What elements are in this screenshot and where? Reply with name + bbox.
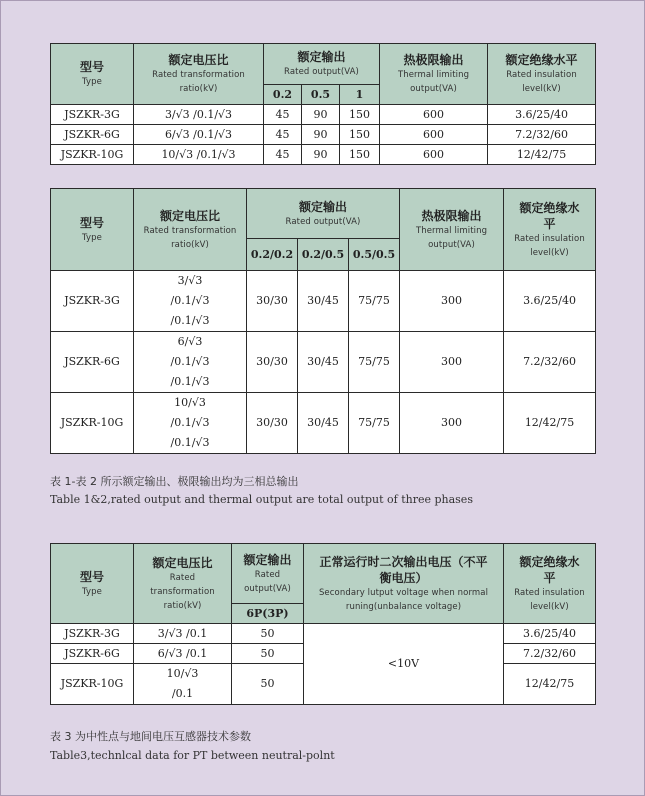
cell-ratio: 10/√3 /0.1/√3 /0.1/√3 <box>134 393 247 454</box>
cell-output: 150 <box>340 105 380 125</box>
header-insulation: 额定绝缘水 平 Rated insulation level(kV) <box>504 544 596 624</box>
cell-output: 30/45 <box>298 271 349 332</box>
caption-1-zh: 表 1-表 2 所示额定输出、极限输出均为三相总输出 <box>50 475 299 488</box>
cell-output: 90 <box>302 145 340 165</box>
cell-type: JSZKR-10G <box>51 664 134 705</box>
header-thermal: 热极限输出 Thermal limiting output(VA) <box>400 189 504 271</box>
header-ratio: 额定电压比 Rated transformation ratio(kV) <box>134 544 232 624</box>
cell-type: JSZKR-3G <box>51 105 134 125</box>
cell-thermal: 300 <box>400 271 504 332</box>
cell-output: 90 <box>302 125 340 145</box>
cell-type: JSZKR-6G <box>51 332 134 393</box>
caption-1-en: Table 1&2,rated output and thermal output are total output of three phases <box>50 493 473 506</box>
table-1 <box>50 43 596 165</box>
header-secondary-voltage: 正常运行时二次输出电压（不平 衡电压） Secondary lutput voltage when normal runing(unbalance voltage) <box>304 544 504 624</box>
cell-thermal: 600 <box>380 125 488 145</box>
cell-insulation: 7.2/32/60 <box>504 644 596 664</box>
cell-thermal: 300 <box>400 393 504 454</box>
cell-insulation: 12/42/75 <box>504 393 596 454</box>
header-ratio: 额定电压比 Rated transformation ratio(kV) <box>134 189 247 271</box>
cell-output: 45 <box>264 105 302 125</box>
cell-output: 50 <box>232 664 304 705</box>
cell-output: 150 <box>340 145 380 165</box>
header-output: 额定输出 Rated output(VA) <box>264 44 380 85</box>
table-row <box>51 125 596 145</box>
cell-output: 75/75 <box>349 393 400 454</box>
table-row <box>51 624 596 644</box>
table-2 <box>50 188 596 454</box>
caption-2-zh: 表 3 为中性点与地间电压互感器技术参数 <box>50 730 251 743</box>
cell-ratio: 6/√3 /0.1 <box>134 644 232 664</box>
cell-type: JSZKR-6G <box>51 125 134 145</box>
cell-output: 30/45 <box>298 332 349 393</box>
cell-output: 150 <box>340 125 380 145</box>
cell-thermal: 300 <box>400 332 504 393</box>
class-0.2: 0.2 <box>264 85 302 105</box>
cell-insulation: 7.2/32/60 <box>504 332 596 393</box>
cell-insulation: 3.6/25/40 <box>504 624 596 644</box>
cell-thermal: 600 <box>380 105 488 125</box>
cell-type: JSZKR-3G <box>51 271 134 332</box>
cell-output: 30/30 <box>247 393 298 454</box>
cell-insulation: 7.2/32/60 <box>488 125 596 145</box>
cell-insulation: 12/42/75 <box>504 664 596 705</box>
header-ratio: 额定电压比 Rated transformation ratio(kV) <box>134 44 264 105</box>
header-type: 型号 Type <box>51 544 134 624</box>
header-insulation: 额定绝缘水 平 Rated insulation level(kV) <box>504 189 596 271</box>
header-type: 型号 Type <box>51 44 134 105</box>
cell-ratio: 10/√3 /0.1/√3 <box>134 145 264 165</box>
header-insulation: 额定绝缘水平 Rated insulation level(kV) <box>488 44 596 105</box>
table-row <box>51 271 596 332</box>
cell-type: JSZKR-3G <box>51 624 134 644</box>
cell-output: 30/30 <box>247 271 298 332</box>
table-row <box>51 332 596 393</box>
cell-ratio: 3/√3 /0.1/√3 /0.1/√3 <box>134 271 247 332</box>
class-0.5: 0.5 <box>302 85 340 105</box>
class-0.2-0.5: 0.2/0.5 <box>298 239 349 271</box>
cell-ratio: 6/√3 /0.1/√3 /0.1/√3 <box>134 332 247 393</box>
cell-thermal: 600 <box>380 145 488 165</box>
cell-ratio: 3/√3 /0.1 <box>134 624 232 644</box>
table-row <box>51 145 596 165</box>
cell-output: 75/75 <box>349 332 400 393</box>
class-6p-3p: 6P(3P) <box>232 604 304 624</box>
header-type: 型号 Type <box>51 189 134 271</box>
cell-output: 50 <box>232 624 304 644</box>
cell-type: JSZKR-10G <box>51 145 134 165</box>
cell-type: JSZKR-10G <box>51 393 134 454</box>
cell-ratio: 3/√3 /0.1/√3 <box>134 105 264 125</box>
caption-2-en: Table3,technlcal data for PT between neutral-polnt <box>50 749 335 762</box>
cell-insulation: 3.6/25/40 <box>488 105 596 125</box>
cell-ratio: 10/√3 /0.1 <box>134 664 232 705</box>
cell-insulation: 12/42/75 <box>488 145 596 165</box>
cell-insulation: 3.6/25/40 <box>504 271 596 332</box>
class-0.2-0.2: 0.2/0.2 <box>247 239 298 271</box>
cell-output: 30/30 <box>247 332 298 393</box>
header-thermal: 热极限输出 Thermal limiting output(VA) <box>380 44 488 105</box>
cell-output: 45 <box>264 145 302 165</box>
class-0.5-0.5: 0.5/0.5 <box>349 239 400 271</box>
cell-output: 50 <box>232 644 304 664</box>
class-1: 1 <box>340 85 380 105</box>
cell-output: 75/75 <box>349 271 400 332</box>
cell-output: 30/45 <box>298 393 349 454</box>
cell-secondary-voltage: <10V <box>304 624 504 705</box>
table-3 <box>50 543 596 705</box>
cell-type: JSZKR-6G <box>51 644 134 664</box>
header-output: 额定输出 Rated output(VA) <box>232 544 304 604</box>
table-row <box>51 105 596 125</box>
table-row <box>51 393 596 454</box>
cell-output: 90 <box>302 105 340 125</box>
header-output: 额定输出 Rated output(VA) <box>247 189 400 239</box>
cell-output: 45 <box>264 125 302 145</box>
cell-ratio: 6/√3 /0.1/√3 <box>134 125 264 145</box>
